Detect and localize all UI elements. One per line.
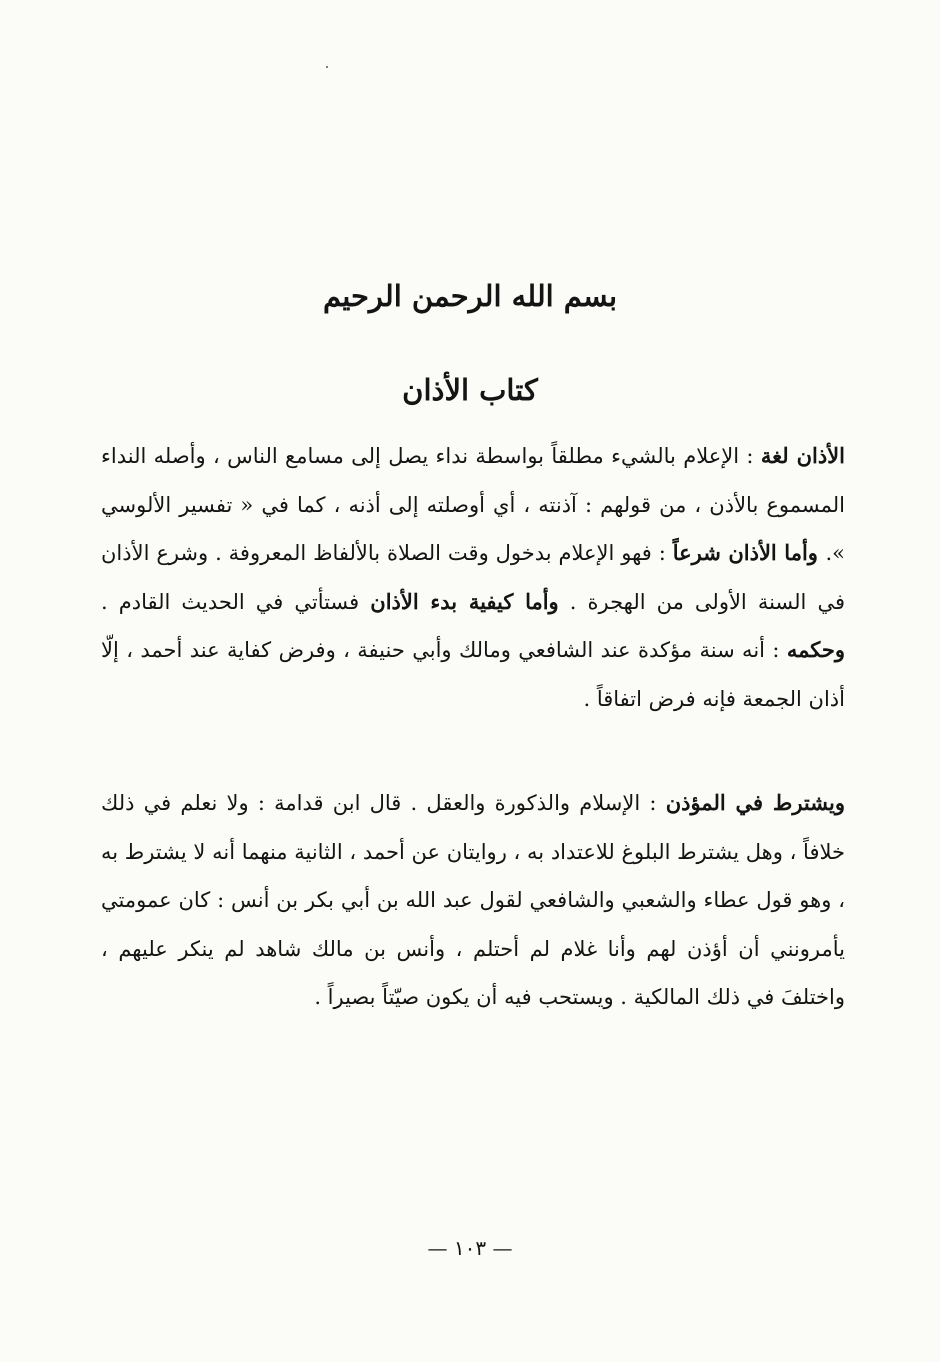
text-muezzin-conditions: : الإسلام والذكورة والعقل . قال ابن قدامة : ولا نعلم في ذلك خلافاً ، وهل يشترط البلوغ للاعتداد به ، روايتان عن أحمد ، الثانية منهما أنه لا يشترط به ، وهو قول عطاء والشعبي والشافعي لقول عبد الله بن أبي بكر بن أنس : كان عمومتي يأمرونني أن أؤذن لهم وأنا غلام لم أحتلم ، وأنس بن مالك شاهد لم ينكر عليهم ، واختلفَ في ذلك المالكية . ويستحب فيه أن يكون صيّتاً بصيراً . bbox=[101, 791, 845, 1009]
term-adhan-legal: وأما الأذان شرعاً bbox=[672, 540, 826, 565]
term-adhan-ruling: وحكمه bbox=[786, 637, 845, 662]
page-number: — ١٠٣ — bbox=[427, 1236, 513, 1260]
text-adhan-linguistic: : الإعلام بالشيء مطلقاً بواسطة نداء يصل إلى مسامع الناس ، وأصله النداء المسموع بالأذن ، من قولهم : آذنته ، أي أوصلته إلى أذنه ، كما في « تفسير الألوسي ». bbox=[101, 444, 845, 565]
scan-speck bbox=[326, 66, 328, 68]
term-adhan-origin: وأما كيفية بدء الأذان bbox=[370, 588, 559, 614]
text-adhan-origin: فستأتي في الحديث القادم . bbox=[101, 589, 371, 614]
term-muezzin-conditions: ويشترط في المؤذن bbox=[665, 790, 845, 815]
basmala-heading: بسم الله الرحمن الرحيم bbox=[322, 279, 618, 313]
text-adhan-ruling: : أنه سنة مؤكدة عند الشافعي ومالك وأبي حنيفة ، وفرض كفاية عند أحمد ، إلّا أذان الجمعة فإنه فرض اتفاقاً . bbox=[101, 638, 845, 711]
paragraph-muezzin-conditions bbox=[101, 779, 845, 1022]
term-adhan-linguistic: الأذان لغة bbox=[760, 443, 845, 468]
chapter-title: كتاب الأذان bbox=[402, 373, 538, 407]
text-adhan-legal: : فهو الإعلام بدخول وقت الصلاة بالألفاظ المعروفة . وشرع الأذان في السنة الأولى من الهجرة . bbox=[101, 541, 845, 614]
paragraph-definition bbox=[101, 432, 845, 723]
